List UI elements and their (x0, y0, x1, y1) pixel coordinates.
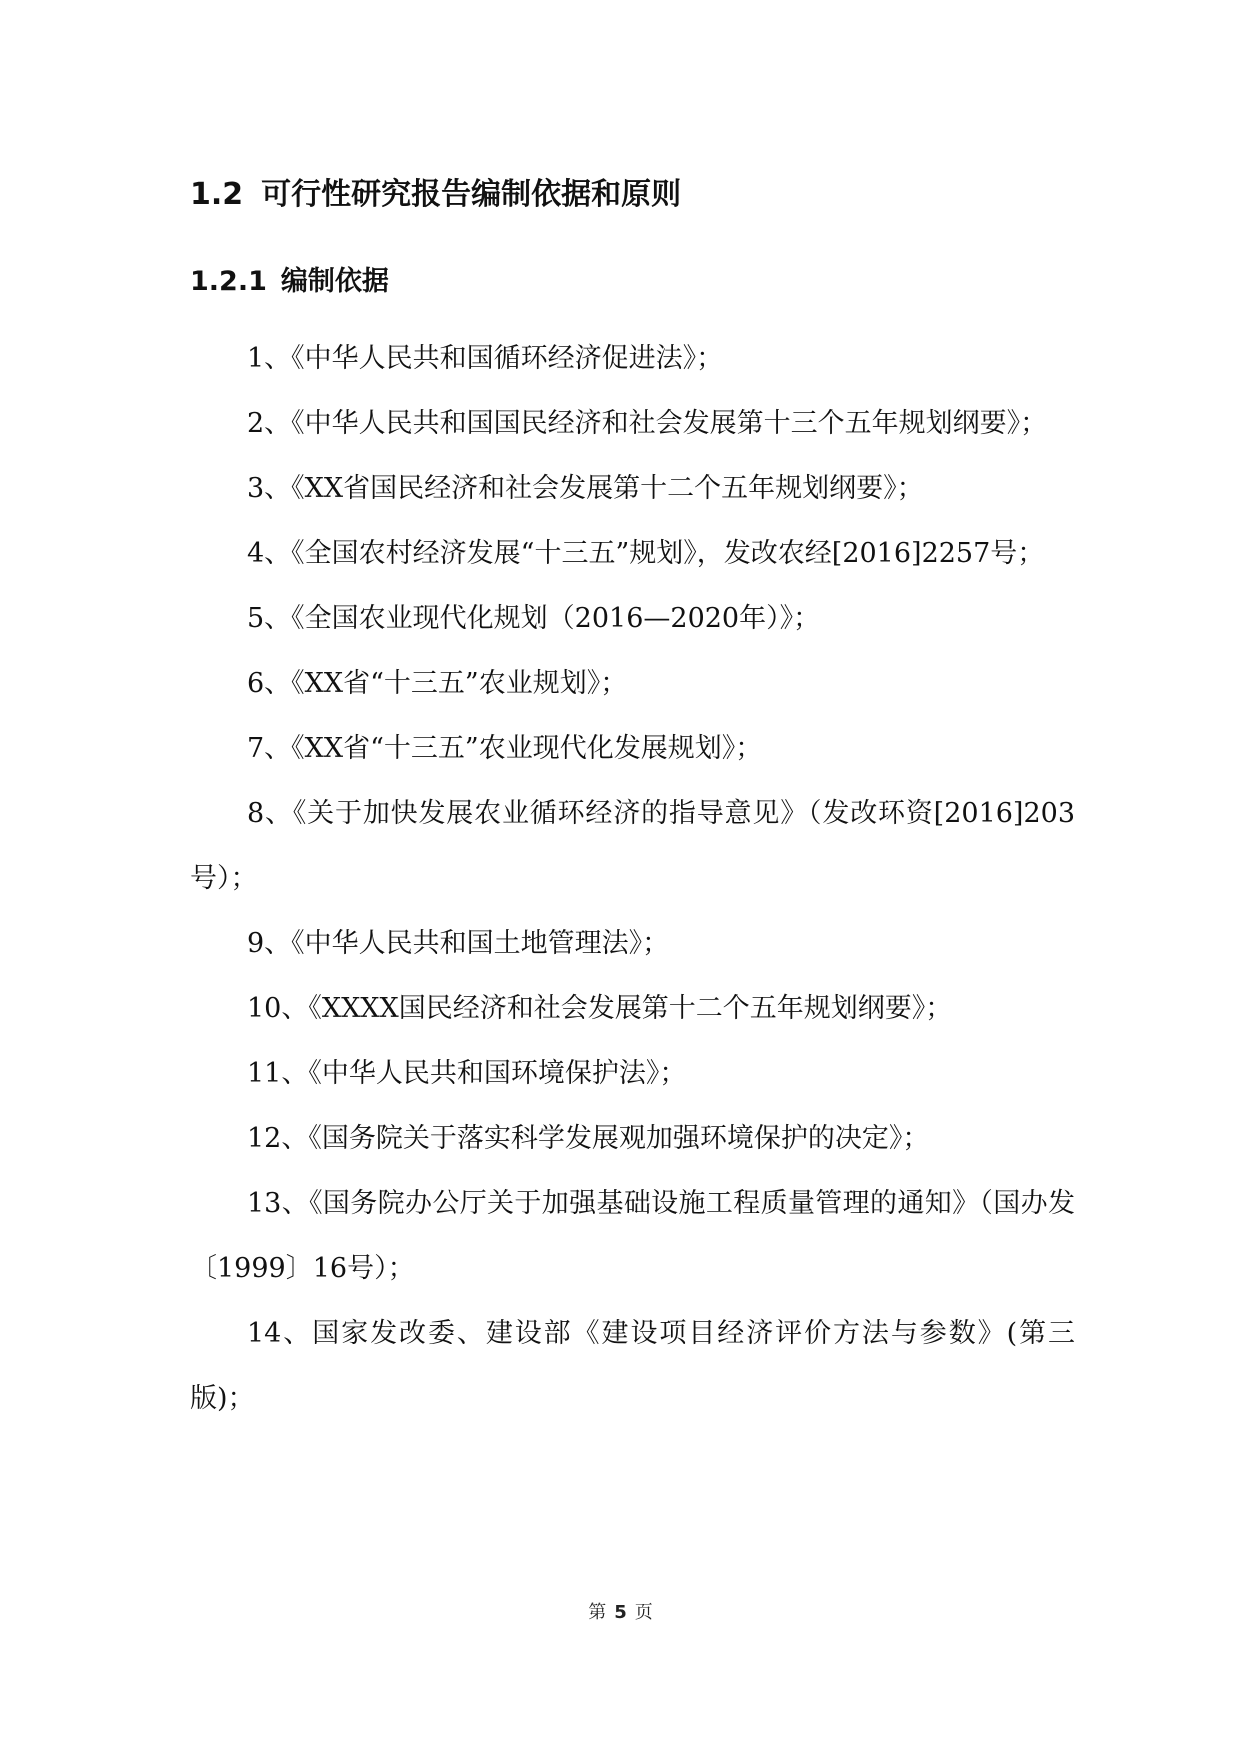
reference-item: 9、《中华人民共和国土地管理法》； (247, 928, 670, 959)
reference-item: 6、《XX省“十三五”农业规划》； (247, 668, 628, 699)
page-content (190, 170, 1075, 1431)
reference-item: 1、《中华人民共和国循环经济促进法》； (247, 343, 724, 374)
reference-item: 13、《国务院办公厅关于加强基础设施工程质量管理的通知》（国办发〔1999〕16号）； (190, 1188, 1075, 1284)
section-number: 1.2 (190, 177, 244, 212)
reference-item: 12、《国务院关于落实科学发展观加强环境保护的决定》； (247, 1123, 930, 1154)
footer-suffix: 页 (634, 1602, 653, 1623)
reference-item: 4、《全国农村经济发展“十三五”规划》，发改农经[2016]2257号； (247, 538, 1045, 569)
reference-item: 14、国家发改委、建设部《建设项目经济评价方法与参数》(第三版)； (190, 1318, 1075, 1414)
reference-item: 5、《全国农业现代化规划（2016—2020年）》； (247, 603, 821, 634)
section-title: 可行性研究报告编制依据和原则 (261, 177, 682, 212)
page-number: 5 (614, 1602, 627, 1623)
subsection-title: 编制依据 (280, 266, 389, 297)
section-heading (190, 170, 1075, 220)
reference-list (190, 326, 1075, 1431)
reference-item: 3、《XX省国民经济和社会发展第十二个五年规划纲要》； (247, 473, 924, 504)
reference-item: 2、《中华人民共和国国民经济和社会发展第十三个五年规划纲要》； (247, 408, 1048, 439)
footer-prefix: 第 (588, 1602, 607, 1623)
reference-item: 8、《关于加快发展农业循环经济的指导意见》（发改环资[2016]203号）； (190, 798, 1075, 894)
reference-item: 7、《XX省“十三五”农业现代化发展规划》； (247, 733, 763, 764)
reference-item: 11、《中华人民共和国环境保护法》； (247, 1058, 687, 1089)
reference-item: 10、《XXXX国民经济和社会发展第十二个五年规划纲要》； (247, 993, 953, 1024)
page-footer (0, 1600, 1241, 1626)
subsection-number: 1.2.1 (190, 266, 267, 297)
subsection-heading (190, 260, 1075, 304)
